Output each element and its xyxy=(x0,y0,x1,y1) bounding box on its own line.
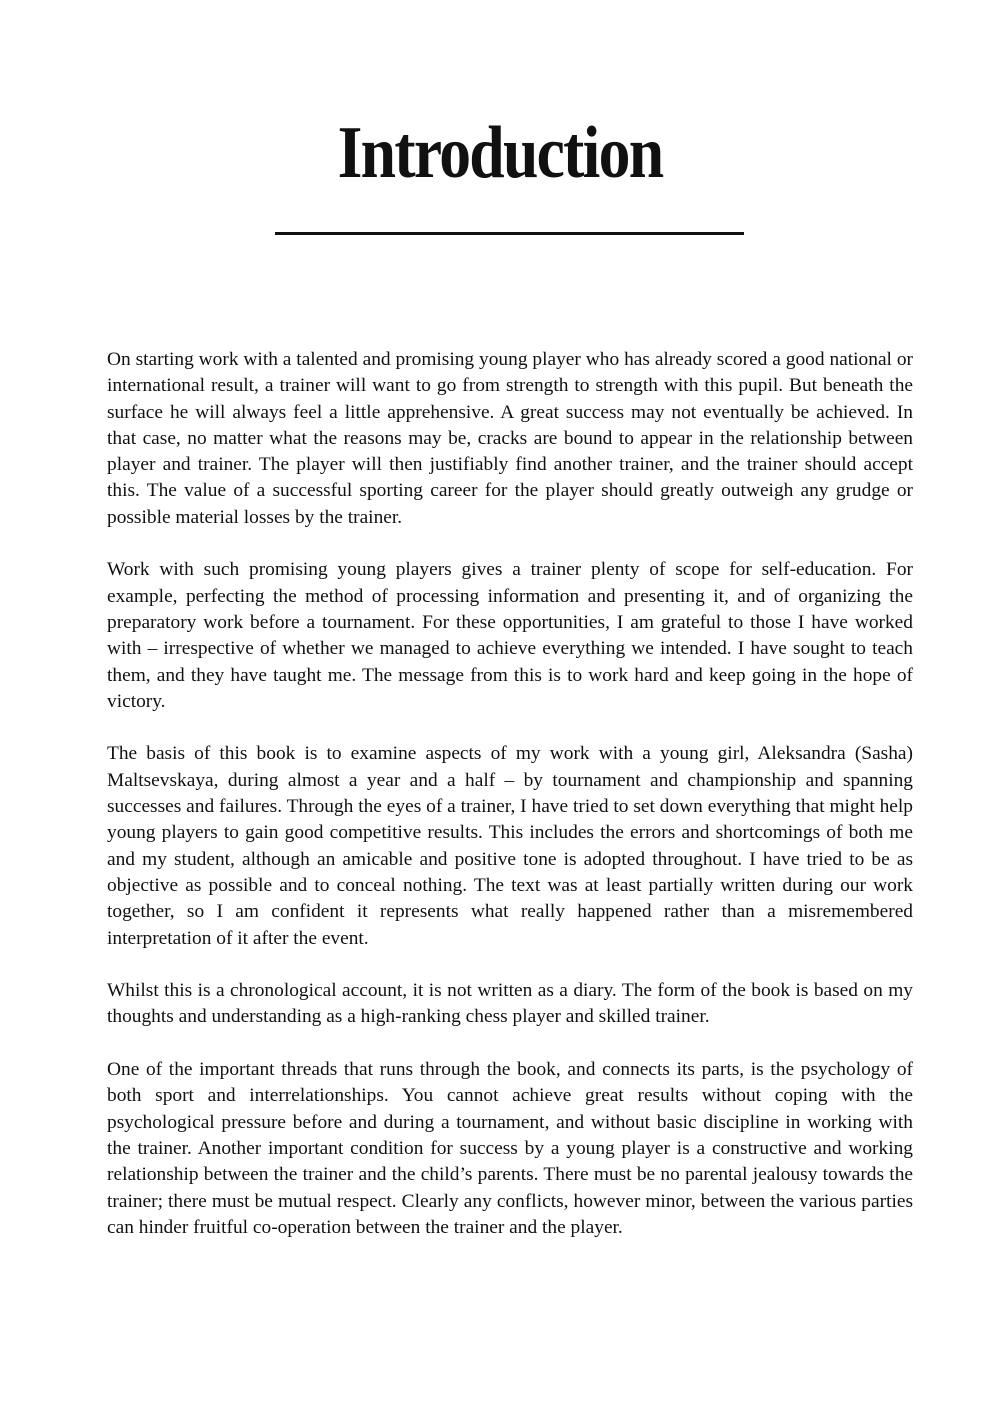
paragraph: Work with such promising young players gives a trainer plenty of scope for self-education. For example, perfecting the method of processing information and presenting it, and of organizing the preparatory work before a tournament. For these opportunities, I am grateful to those I have worked with – irrespective of whether we managed to achieve everything we intended. I have sought to teach them, and they have taught me. The message from this is to work hard and keep going in the hope of victory. xyxy=(107,559,913,712)
title-underline xyxy=(275,232,744,235)
body-text xyxy=(107,347,913,1267)
paragraph: The basis of this book is to examine aspects of my work with a young girl, Aleksandra (Sasha) Maltsevskaya, during almost a year and a half – by tournament and championship and spanning successes and failures. Through the eyes of a trainer, I have tried to set down everything that might help young players to gain good competitive results. This includes the errors and shortcomings of both me and my student, although an amicable and positive tone is adopted throughout. I have tried to be as objective as possible and to conceal nothing. The text was at least partially written during our work together, so I am confident it represents what really happened rather than a misremembered interpretation of it after the event. xyxy=(107,743,913,949)
paragraph: On starting work with a talented and promising young player who has already scored a good national or international result, a trainer will want to go from strength to strength with this pupil. But beneath the surface he will always feel a little apprehensive. A great success may not eventually be achieved. In that case, no matter what the reasons may be, cracks are bound to appear in the relationship between player and trainer. The player will then justifiably find another trainer, and the trainer should accept this. The value of a successful sporting career for the player should greatly outweigh any grudge or possible material losses by the trainer. xyxy=(107,349,913,528)
paragraph: Whilst this is a chronological account, it is not written as a diary. The form of the book is based on my thoughts and understanding as a high-ranking chess player and skilled trainer. xyxy=(107,980,913,1028)
paragraph: One of the important threads that runs through the book, and connects its parts, is the psychology of both sport and interrelationships. You cannot achieve great results without coping with the psychological pressure before and during a tournament, and without basic discipline in working with the trainer. Another important condition for success by a young player is a constructive and working relationship between the trainer and the child’s parents. There must be no parental jealousy towards the trainer; there must be mutual respect. Clearly any conflicts, however minor, between the various parties can hinder fruitful co-operation between the trainer and the player. xyxy=(107,1059,913,1238)
page-title: Introduction xyxy=(337,112,663,194)
